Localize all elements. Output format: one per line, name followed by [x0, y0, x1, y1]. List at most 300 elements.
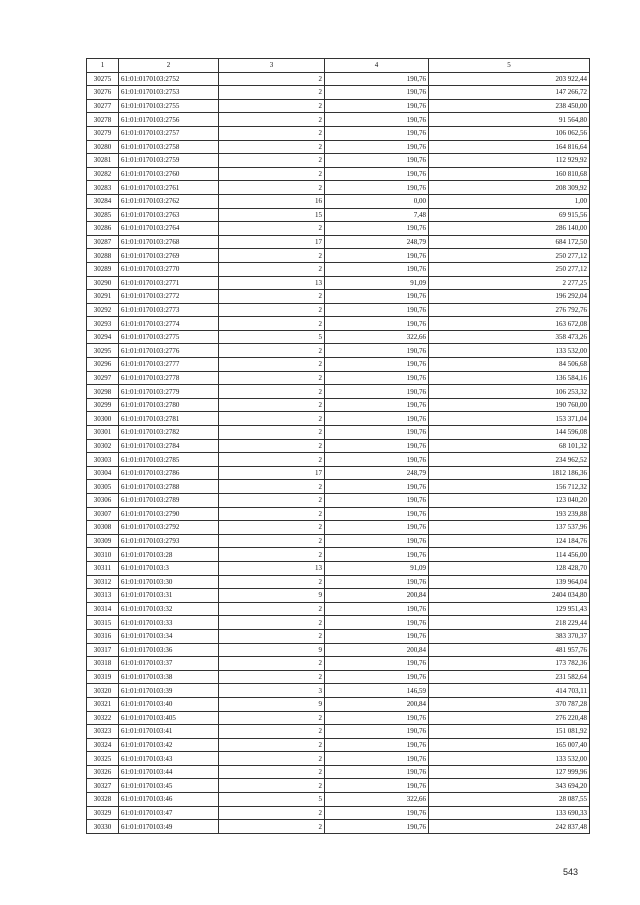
col3-cell: 2 [219, 711, 325, 725]
row-number-cell: 30276 [87, 86, 119, 100]
cadastral-number-cell: 61:01:0170103:46 [119, 793, 219, 807]
row-number-cell: 30312 [87, 575, 119, 589]
col4-cell: 190,76 [325, 249, 429, 263]
col4-cell: 190,76 [325, 521, 429, 535]
col3-cell: 2 [219, 222, 325, 236]
table-row [87, 262, 590, 276]
col3-cell: 2 [219, 765, 325, 779]
row-number-cell: 30320 [87, 684, 119, 698]
cadastral-number-cell: 61:01:0170103:2777 [119, 358, 219, 372]
row-number-cell: 30315 [87, 616, 119, 630]
row-number-cell: 30302 [87, 439, 119, 453]
row-number-cell: 30323 [87, 725, 119, 739]
table-row [87, 657, 590, 671]
col4-cell: 190,76 [325, 72, 429, 86]
row-number-cell: 30313 [87, 589, 119, 603]
row-number-cell: 30297 [87, 371, 119, 385]
col3-cell: 15 [219, 208, 325, 222]
col4-cell: 190,76 [325, 86, 429, 100]
cadastral-number-cell: 61:01:0170103:2769 [119, 249, 219, 263]
column-header-3: 3 [219, 59, 325, 73]
row-number-cell: 30318 [87, 657, 119, 671]
cadastral-number-cell: 61:01:0170103:33 [119, 616, 219, 630]
cadastral-number-cell: 61:01:0170103:2788 [119, 480, 219, 494]
cadastral-number-cell: 61:01:0170103:43 [119, 752, 219, 766]
table-row [87, 167, 590, 181]
row-number-cell: 30304 [87, 466, 119, 480]
row-number-cell: 30300 [87, 412, 119, 426]
col3-cell: 2 [219, 670, 325, 684]
row-number-cell: 30290 [87, 276, 119, 290]
col4-cell: 190,76 [325, 140, 429, 154]
col3-cell: 2 [219, 262, 325, 276]
table-row [87, 752, 590, 766]
row-number-cell: 30283 [87, 181, 119, 195]
col3-cell: 2 [219, 303, 325, 317]
col4-cell: 190,76 [325, 820, 429, 834]
col5-cell: 139 964,04 [429, 575, 590, 589]
col3-cell: 9 [219, 589, 325, 603]
cadastral-number-cell: 61:01:0170103:2759 [119, 154, 219, 168]
col4-cell: 190,76 [325, 222, 429, 236]
col5-cell: 173 782,36 [429, 657, 590, 671]
col3-cell: 2 [219, 167, 325, 181]
col5-cell: 123 040,20 [429, 494, 590, 508]
col3-cell: 2 [219, 521, 325, 535]
table-row [87, 385, 590, 399]
col4-cell: 322,66 [325, 793, 429, 807]
col5-cell: 203 922,44 [429, 72, 590, 86]
col3-cell: 2 [219, 181, 325, 195]
row-number-cell: 30308 [87, 521, 119, 535]
col3-cell: 2 [219, 86, 325, 100]
row-number-cell: 30311 [87, 561, 119, 575]
row-number-cell: 30291 [87, 290, 119, 304]
col5-cell: 144 596,08 [429, 426, 590, 440]
cadastral-number-cell: 61:01:0170103:42 [119, 738, 219, 752]
col5-cell: 28 087,55 [429, 793, 590, 807]
header-row [87, 59, 590, 73]
col4-cell: 322,66 [325, 330, 429, 344]
table-row [87, 303, 590, 317]
table-row [87, 113, 590, 127]
col3-cell: 2 [219, 657, 325, 671]
cadastral-number-cell: 61:01:0170103:405 [119, 711, 219, 725]
col5-cell: 153 371,04 [429, 412, 590, 426]
col5-cell: 137 537,96 [429, 521, 590, 535]
col4-cell: 190,76 [325, 480, 429, 494]
col5-cell: 84 506,68 [429, 358, 590, 372]
row-number-cell: 30325 [87, 752, 119, 766]
col5-cell: 242 837,48 [429, 820, 590, 834]
row-number-cell: 30306 [87, 494, 119, 508]
cadastral-number-cell: 61:01:0170103:2784 [119, 439, 219, 453]
row-number-cell: 30330 [87, 820, 119, 834]
col3-cell: 2 [219, 806, 325, 820]
cadastral-number-cell: 61:01:0170103:2778 [119, 371, 219, 385]
col4-cell: 190,76 [325, 398, 429, 412]
cadastral-number-cell: 61:01:0170103:44 [119, 765, 219, 779]
row-number-cell: 30277 [87, 99, 119, 113]
table-row [87, 793, 590, 807]
cadastral-number-cell: 61:01:0170103:2779 [119, 385, 219, 399]
row-number-cell: 30305 [87, 480, 119, 494]
cadastral-number-cell: 61:01:0170103:2792 [119, 521, 219, 535]
table-row [87, 643, 590, 657]
table-row [87, 276, 590, 290]
col3-cell: 16 [219, 194, 325, 208]
table-row [87, 534, 590, 548]
table-row [87, 480, 590, 494]
row-number-cell: 30289 [87, 262, 119, 276]
col4-cell: 190,76 [325, 126, 429, 140]
col3-cell: 2 [219, 371, 325, 385]
table-row [87, 765, 590, 779]
col3-cell: 2 [219, 480, 325, 494]
table-row [87, 575, 590, 589]
page-number: 543 [563, 867, 579, 877]
col4-cell: 91,09 [325, 276, 429, 290]
table-row [87, 561, 590, 575]
col5-cell: 276 792,76 [429, 303, 590, 317]
table-row [87, 738, 590, 752]
col4-cell: 190,76 [325, 575, 429, 589]
row-number-cell: 30327 [87, 779, 119, 793]
col3-cell: 13 [219, 561, 325, 575]
table-row [87, 86, 590, 100]
col5-cell: 481 957,76 [429, 643, 590, 657]
col3-cell: 2 [219, 548, 325, 562]
col5-cell: 276 220,48 [429, 711, 590, 725]
col5-cell: 218 229,44 [429, 616, 590, 630]
col5-cell: 343 694,20 [429, 779, 590, 793]
col3-cell: 2 [219, 290, 325, 304]
table-row [87, 181, 590, 195]
row-number-cell: 30287 [87, 235, 119, 249]
col4-cell: 0,00 [325, 194, 429, 208]
col4-cell: 190,76 [325, 426, 429, 440]
table-row [87, 629, 590, 643]
cadastral-number-cell: 61:01:0170103:41 [119, 725, 219, 739]
col5-cell: 106 062,56 [429, 126, 590, 140]
table-row [87, 684, 590, 698]
col5-cell: 164 816,64 [429, 140, 590, 154]
table-row [87, 330, 590, 344]
cadastral-number-cell: 61:01:0170103:2758 [119, 140, 219, 154]
col4-cell: 190,76 [325, 385, 429, 399]
table-row [87, 72, 590, 86]
col4-cell: 190,76 [325, 534, 429, 548]
col3-cell: 2 [219, 494, 325, 508]
column-header-4: 4 [325, 59, 429, 73]
col5-cell: 133 532,00 [429, 752, 590, 766]
row-number-cell: 30282 [87, 167, 119, 181]
table-row [87, 249, 590, 263]
col4-cell: 190,76 [325, 779, 429, 793]
col4-cell: 200,84 [325, 697, 429, 711]
row-number-cell: 30322 [87, 711, 119, 725]
table-row [87, 806, 590, 820]
col3-cell: 9 [219, 643, 325, 657]
col5-cell: 1812 186,36 [429, 466, 590, 480]
col3-cell: 2 [219, 113, 325, 127]
col5-cell: 68 101,32 [429, 439, 590, 453]
table-row [87, 398, 590, 412]
table-row [87, 602, 590, 616]
col4-cell: 190,76 [325, 725, 429, 739]
table-row [87, 453, 590, 467]
cadastral-number-cell: 61:01:0170103:2757 [119, 126, 219, 140]
col5-cell: 114 456,00 [429, 548, 590, 562]
col5-cell: 91 564,80 [429, 113, 590, 127]
col4-cell: 190,76 [325, 507, 429, 521]
row-number-cell: 30285 [87, 208, 119, 222]
col3-cell: 2 [219, 72, 325, 86]
table-row [87, 466, 590, 480]
cadastral-number-cell: 61:01:0170103:37 [119, 657, 219, 671]
cadastral-number-cell: 61:01:0170103:3 [119, 561, 219, 575]
col4-cell: 190,76 [325, 711, 429, 725]
row-number-cell: 30310 [87, 548, 119, 562]
col5-cell: 238 450,00 [429, 99, 590, 113]
table-row [87, 616, 590, 630]
table-row [87, 412, 590, 426]
row-number-cell: 30275 [87, 72, 119, 86]
table-row [87, 820, 590, 834]
cadastral-number-cell: 61:01:0170103:36 [119, 643, 219, 657]
col4-cell: 190,76 [325, 371, 429, 385]
col5-cell: 69 915,56 [429, 208, 590, 222]
table-row [87, 548, 590, 562]
table-row [87, 521, 590, 535]
col4-cell: 190,76 [325, 358, 429, 372]
table-row [87, 779, 590, 793]
col5-cell: 383 370,37 [429, 629, 590, 643]
col5-cell: 160 810,68 [429, 167, 590, 181]
row-number-cell: 30324 [87, 738, 119, 752]
col3-cell: 2 [219, 412, 325, 426]
col3-cell: 2 [219, 317, 325, 331]
col3-cell: 13 [219, 276, 325, 290]
row-number-cell: 30303 [87, 453, 119, 467]
cadastral-number-cell: 61:01:0170103:2782 [119, 426, 219, 440]
col3-cell: 2 [219, 140, 325, 154]
cadastral-number-cell: 61:01:0170103:49 [119, 820, 219, 834]
data-table [86, 58, 590, 834]
col4-cell: 7,48 [325, 208, 429, 222]
row-number-cell: 30316 [87, 629, 119, 643]
row-number-cell: 30301 [87, 426, 119, 440]
col5-cell: 136 584,16 [429, 371, 590, 385]
row-number-cell: 30284 [87, 194, 119, 208]
col5-cell: 2 277,25 [429, 276, 590, 290]
col4-cell: 190,76 [325, 494, 429, 508]
cadastral-number-cell: 61:01:0170103:2790 [119, 507, 219, 521]
cadastral-number-cell: 61:01:0170103:2776 [119, 344, 219, 358]
col3-cell: 2 [219, 439, 325, 453]
col4-cell: 190,76 [325, 262, 429, 276]
cadastral-number-cell: 61:01:0170103:2752 [119, 72, 219, 86]
cadastral-number-cell: 61:01:0170103:2763 [119, 208, 219, 222]
col3-cell: 2 [219, 602, 325, 616]
cadastral-number-cell: 61:01:0170103:39 [119, 684, 219, 698]
col5-cell: 2404 034,80 [429, 589, 590, 603]
cadastral-number-cell: 61:01:0170103:2755 [119, 99, 219, 113]
row-number-cell: 30307 [87, 507, 119, 521]
table-row [87, 290, 590, 304]
col4-cell: 190,76 [325, 738, 429, 752]
cadastral-number-cell: 61:01:0170103:34 [119, 629, 219, 643]
col5-cell: 286 140,00 [429, 222, 590, 236]
col5-cell: 112 929,92 [429, 154, 590, 168]
cadastral-number-cell: 61:01:0170103:2789 [119, 494, 219, 508]
col3-cell: 2 [219, 575, 325, 589]
col4-cell: 190,76 [325, 303, 429, 317]
table-row [87, 589, 590, 603]
col3-cell: 2 [219, 534, 325, 548]
cadastral-number-cell: 61:01:0170103:2785 [119, 453, 219, 467]
col3-cell: 2 [219, 249, 325, 263]
col4-cell: 190,76 [325, 670, 429, 684]
cadastral-number-cell: 61:01:0170103:2771 [119, 276, 219, 290]
cadastral-number-cell: 61:01:0170103:32 [119, 602, 219, 616]
col3-cell: 2 [219, 344, 325, 358]
col3-cell: 5 [219, 330, 325, 344]
col3-cell: 2 [219, 820, 325, 834]
cadastral-number-cell: 61:01:0170103:2793 [119, 534, 219, 548]
col5-cell: 234 962,52 [429, 453, 590, 467]
col4-cell: 190,76 [325, 412, 429, 426]
table-row [87, 670, 590, 684]
row-number-cell: 30296 [87, 358, 119, 372]
table-row [87, 439, 590, 453]
cadastral-number-cell: 61:01:0170103:2756 [119, 113, 219, 127]
cadastral-number-cell: 61:01:0170103:30 [119, 575, 219, 589]
col4-cell: 190,76 [325, 181, 429, 195]
col3-cell: 2 [219, 616, 325, 630]
col3-cell: 5 [219, 793, 325, 807]
col3-cell: 2 [219, 725, 325, 739]
col5-cell: 165 007,40 [429, 738, 590, 752]
cadastral-number-cell: 61:01:0170103:2768 [119, 235, 219, 249]
table-row [87, 317, 590, 331]
col4-cell: 91,09 [325, 561, 429, 575]
col3-cell: 3 [219, 684, 325, 698]
row-number-cell: 30299 [87, 398, 119, 412]
cadastral-number-cell: 61:01:0170103:2760 [119, 167, 219, 181]
col5-cell: 190 760,00 [429, 398, 590, 412]
table-row [87, 208, 590, 222]
table-row [87, 426, 590, 440]
col3-cell: 2 [219, 453, 325, 467]
row-number-cell: 30288 [87, 249, 119, 263]
cadastral-number-cell: 61:01:0170103:28 [119, 548, 219, 562]
row-number-cell: 30280 [87, 140, 119, 154]
row-number-cell: 30321 [87, 697, 119, 711]
col4-cell: 146,59 [325, 684, 429, 698]
col5-cell: 250 277,12 [429, 262, 590, 276]
table-row [87, 126, 590, 140]
table-row [87, 222, 590, 236]
row-number-cell: 30329 [87, 806, 119, 820]
col3-cell: 2 [219, 358, 325, 372]
col3-cell: 2 [219, 738, 325, 752]
cadastral-number-cell: 61:01:0170103:2772 [119, 290, 219, 304]
table-row [87, 194, 590, 208]
col4-cell: 190,76 [325, 453, 429, 467]
row-number-cell: 30298 [87, 385, 119, 399]
col3-cell: 2 [219, 779, 325, 793]
col4-cell: 248,79 [325, 466, 429, 480]
row-number-cell: 30294 [87, 330, 119, 344]
cadastral-number-cell: 61:01:0170103:40 [119, 697, 219, 711]
col3-cell: 2 [219, 752, 325, 766]
col4-cell: 190,76 [325, 752, 429, 766]
column-header-2: 2 [119, 59, 219, 73]
cadastral-number-cell: 61:01:0170103:2774 [119, 317, 219, 331]
cadastral-number-cell: 61:01:0170103:2780 [119, 398, 219, 412]
col4-cell: 190,76 [325, 113, 429, 127]
col5-cell: 684 172,50 [429, 235, 590, 249]
table-body [87, 72, 590, 833]
cadastral-number-cell: 61:01:0170103:2781 [119, 412, 219, 426]
row-number-cell: 30328 [87, 793, 119, 807]
col4-cell: 190,76 [325, 344, 429, 358]
col5-cell: 129 951,43 [429, 602, 590, 616]
table-row [87, 725, 590, 739]
table-row [87, 507, 590, 521]
column-header-5: 5 [429, 59, 590, 73]
table-row [87, 711, 590, 725]
col4-cell: 190,76 [325, 99, 429, 113]
cadastral-number-cell: 61:01:0170103:2764 [119, 222, 219, 236]
col3-cell: 2 [219, 99, 325, 113]
col5-cell: 370 787,28 [429, 697, 590, 711]
cadastral-number-cell: 61:01:0170103:2775 [119, 330, 219, 344]
cadastral-number-cell: 61:01:0170103:38 [119, 670, 219, 684]
col3-cell: 2 [219, 426, 325, 440]
col4-cell: 190,76 [325, 602, 429, 616]
cadastral-number-cell: 61:01:0170103:31 [119, 589, 219, 603]
cadastral-number-cell: 61:01:0170103:2773 [119, 303, 219, 317]
col3-cell: 2 [219, 154, 325, 168]
col4-cell: 190,76 [325, 629, 429, 643]
col5-cell: 151 081,92 [429, 725, 590, 739]
col5-cell: 414 703,11 [429, 684, 590, 698]
cadastral-number-cell: 61:01:0170103:2761 [119, 181, 219, 195]
col3-cell: 17 [219, 466, 325, 480]
col3-cell: 9 [219, 697, 325, 711]
col3-cell: 2 [219, 126, 325, 140]
col4-cell: 190,76 [325, 167, 429, 181]
col4-cell: 248,79 [325, 235, 429, 249]
col4-cell: 190,76 [325, 439, 429, 453]
col4-cell: 190,76 [325, 616, 429, 630]
col5-cell: 250 277,12 [429, 249, 590, 263]
row-number-cell: 30319 [87, 670, 119, 684]
col5-cell: 196 292,04 [429, 290, 590, 304]
row-number-cell: 30293 [87, 317, 119, 331]
col5-cell: 1,00 [429, 194, 590, 208]
col5-cell: 127 999,96 [429, 765, 590, 779]
row-number-cell: 30317 [87, 643, 119, 657]
table-row [87, 140, 590, 154]
col4-cell: 200,84 [325, 643, 429, 657]
table-row [87, 697, 590, 711]
col3-cell: 2 [219, 629, 325, 643]
col4-cell: 190,76 [325, 154, 429, 168]
col4-cell: 190,76 [325, 806, 429, 820]
